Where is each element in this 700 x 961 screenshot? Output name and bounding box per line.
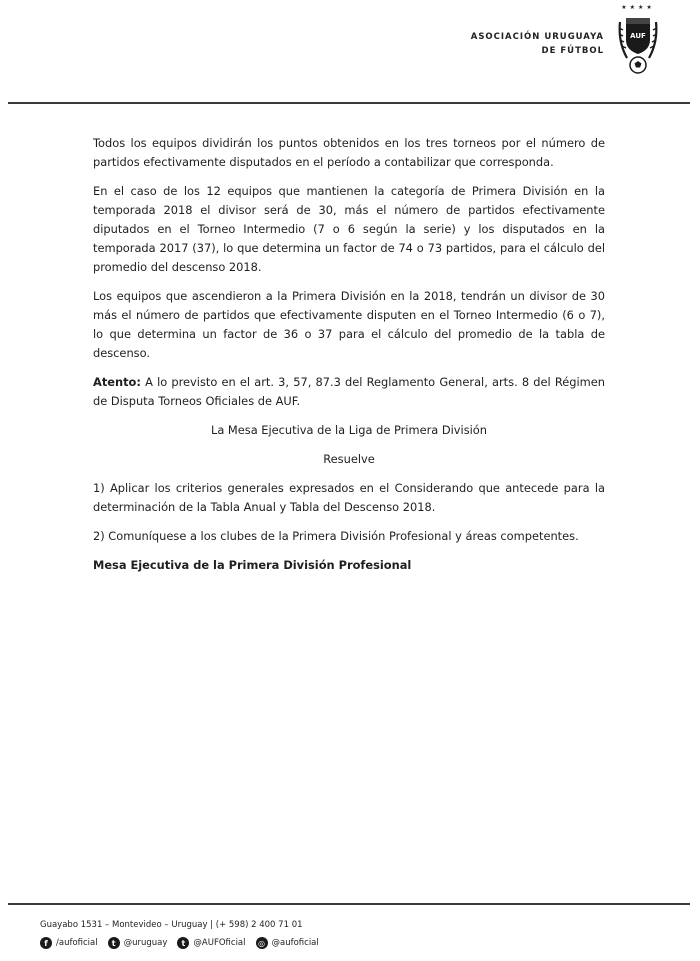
resolution-item-1: 1) Aplicar los criterios generales expresados en el Considerando que antecede para la determinación de la Tabla Anual y Tabla del Descenso 2018.: [93, 481, 605, 514]
resuelve-heading: Resuelve: [323, 452, 375, 466]
social-twitter-uruguay[interactable]: [108, 937, 168, 949]
social-handle: @aufoficial: [271, 938, 319, 948]
letterhead: [0, 0, 700, 104]
social-facebook[interactable]: [40, 937, 98, 949]
auf-logo: [617, 4, 659, 74]
organization-name: [471, 30, 604, 58]
footer-divider: [8, 903, 690, 905]
signature: [93, 556, 605, 575]
social-handle: @uruguay: [123, 938, 168, 948]
paragraph-equipos-primera: En el caso de los 12 equipos que mantienen la categoría de Primera División en la temporada 2018 el divisor será de 30, más el número de partidos efectivamente diputados en el Torneo Intermedio (7 o 6 según la serie) y los disputados en la temporada 2017 (37), lo que determina un factor de 74 o 73 partidos, para el cálculo del promedio del descenso 2018.: [93, 184, 605, 274]
logo-stars: ★★★★: [621, 5, 655, 11]
mesa-ejecutiva-line: La Mesa Ejecutiva de la Liga de Primera División: [210, 423, 487, 437]
resolution-item-2: 2) Comuníquese a los clubes de la Primera División Profesional y áreas competentes.: [93, 529, 579, 543]
document-body: [93, 134, 605, 585]
social-handle: @AUFOficial: [193, 938, 246, 948]
header-divider: [8, 102, 690, 104]
social-handle: /aufoficial: [56, 938, 98, 948]
social-links: [40, 937, 680, 949]
paragraph-atento: [93, 373, 605, 411]
atento-label: Atento:: [93, 375, 141, 389]
social-twitter-auf[interactable]: [177, 937, 245, 949]
twitter-icon: t: [177, 937, 189, 949]
atento-text: A lo previsto en el art. 3, 57, 87.3 del Reglamento General, arts. 8 del Régimen de Disputa Torneos Oficiales de AUF.: [93, 375, 605, 408]
footer-address: Guayabo 1531 – Montevideo – Uruguay | (+ 598) 2 400 71 01: [40, 920, 303, 930]
org-name-line1: ASOCIACIÓN URUGUAYA: [470, 32, 604, 42]
shield-icon: [617, 14, 659, 76]
social-instagram[interactable]: [256, 937, 319, 949]
twitter-icon: t: [108, 937, 120, 949]
instagram-icon: ◎: [256, 937, 268, 949]
paragraph-division-puntos: Todos los equipos dividirán los puntos obtenidos en los tres torneos por el número de partidos efectivamente disputados en el período a contabilizar que corresponda.: [93, 136, 605, 169]
facebook-icon: f: [40, 937, 52, 949]
logo-letters: AUF: [630, 32, 646, 40]
signature-text: Mesa Ejecutiva de la Primera División Profesional: [93, 558, 412, 572]
footer: [40, 920, 680, 949]
paragraph-equipos-ascendidos: Los equipos que ascendieron a la Primera División en la 2018, tendrán un divisor de 30 más el número de partidos que efectivamente disputen en el Torneo Intermedio (6 o 7), lo que determina un factor de 36 o 37 para el cálculo del promedio de la tabla de descenso.: [93, 289, 605, 360]
org-name-line2: DE FÚTBOL: [541, 46, 604, 56]
